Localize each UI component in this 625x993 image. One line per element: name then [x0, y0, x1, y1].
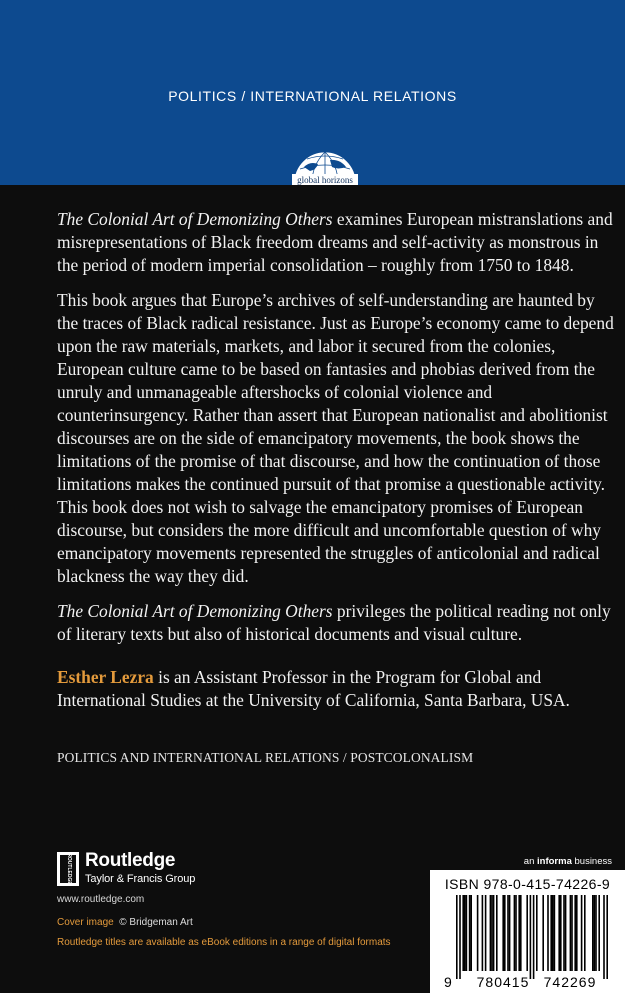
barcode-bar: [533, 895, 535, 979]
barcode-bar: [570, 895, 572, 971]
barcode-bar: [490, 895, 492, 971]
barcode-bar: [456, 895, 458, 979]
barcode-bar: [558, 895, 560, 971]
publisher-block: [57, 852, 417, 912]
barcode-bar: [514, 895, 516, 971]
credit-label: Cover image: [57, 917, 114, 928]
blurb-paragraph-1: The Colonial Art of Demonizing Others examines European mistranslations and misrepresentations of Black freedom dreams and self-activity as monstrous in the period of modern imperial consolidation – roughly from 1750 to 1848.: [57, 209, 613, 275]
publisher-name: Routledge: [85, 850, 176, 871]
barcode-bar: [571, 895, 573, 971]
subject-classification: POLITICS AND INTERNATIONAL RELATIONS / POSTCOLONALISM: [57, 750, 474, 765]
author-bio: Esther Lezra is an Assistant Professor in the Program for Global and International Studies at the University of California, Santa Barbara, USA.: [57, 667, 570, 710]
barcode-bar: [466, 895, 468, 971]
blurb-paragraph-3: The Colonial Art of Demonizing Others privileges the political reading not only of literary texts but also of historical documents and visual culture.: [57, 601, 611, 644]
svg-text:ROUTLEDGE: ROUTLEDGE: [66, 853, 72, 885]
book-title: The Colonial Art of Demonizing Others: [57, 209, 333, 229]
author-name: Esther Lezra: [57, 667, 154, 687]
barcode-bar: [485, 895, 487, 971]
barcode-bar: [504, 895, 506, 971]
barcode-bar: [576, 895, 578, 971]
barcode-bars: [456, 895, 608, 979]
barcode-first-digit: 9: [444, 974, 452, 990]
barcode-bar: [563, 895, 565, 971]
informa-tagline: an informa business: [523, 856, 612, 867]
publisher-url: www.routledge.com: [57, 894, 145, 905]
ebook-note: Routledge titles are available as eBook editions in a range of digital formats: [57, 937, 391, 948]
barcode-bar: [477, 895, 479, 971]
barcode-bar: [491, 895, 493, 971]
blurb: [57, 208, 617, 724]
barcode-bar: [560, 895, 562, 971]
publisher-group: Taylor & Francis Group: [85, 873, 196, 885]
barcode-bar: [595, 895, 597, 971]
barcode-bar: [518, 895, 520, 971]
barcode-bar: [507, 895, 509, 971]
book-title: The Colonial Art of Demonizing Others: [57, 601, 333, 621]
cover-image-credit: [57, 917, 193, 928]
barcode-box: [430, 870, 625, 993]
barcode-bar: [606, 895, 608, 979]
barcode-bar: [581, 895, 583, 971]
category-label: POLITICS / INTERNATIONAL RELATIONS: [168, 88, 457, 104]
barcode-bar: [550, 895, 552, 971]
global-horizons-logo: [290, 143, 360, 185]
barcode-bar: [482, 895, 484, 971]
barcode-bar: [464, 895, 466, 971]
series-logo-text: global horizons: [297, 175, 353, 185]
barcode-bar: [502, 895, 504, 971]
barcode-bar: [462, 895, 464, 971]
barcode-bar: [547, 895, 549, 971]
barcode-bar: [469, 895, 471, 971]
barcode-bar: [470, 895, 472, 971]
barcode-bar: [526, 895, 528, 971]
barcode-bar: [554, 895, 556, 971]
blurb-paragraph-2: This book argues that Europe’s archives of self-understanding are haunted by the traces of Black radical resistance. Just as Europe’s economy came to depend upon the raw materials, markets, and labor it secured from the colonies, European culture came to be based on fantasies and phobias derived from the unruly and unmanageable aftershocks of colonial violence and counterinsurgency. Rather than assert that European nationalist and abolitionist discourses are on the side of emancipatory movements, the book shows the limitations of the promise of that discourse, and how the continuation of those limitations makes the continued pursuit of that promise a questionable activity. This book does not wish to salvage the emancipatory promises of European discourse, but considers the more difficult and uncomfortable question of why emancipatory movements represented the struggles of anticolonial and radical blackness the way they did.: [57, 290, 614, 586]
barcode-left-digits: 780415: [476, 974, 530, 990]
isbn-label: ISBN 978-0-415-74226-9: [444, 876, 611, 892]
barcode-bar: [574, 895, 576, 971]
barcode-bar: [509, 895, 511, 971]
barcode: [440, 895, 620, 990]
credit-value: © Bridgeman Art: [119, 917, 193, 928]
barcode-bar: [520, 895, 522, 971]
barcode-bar: [530, 895, 532, 979]
barcode-bar: [536, 895, 538, 971]
barcode-bar: [552, 895, 554, 971]
barcode-right-digits: 742269: [543, 974, 597, 990]
barcode-bar: [542, 895, 544, 971]
barcode-bar: [584, 895, 586, 971]
barcode-bar: [592, 895, 594, 971]
barcode-bar: [496, 895, 498, 971]
barcode-bar: [594, 895, 596, 971]
barcode-bar: [493, 895, 495, 971]
barcode-bar: [603, 895, 605, 979]
barcode-bar: [459, 895, 461, 979]
routledge-mark-icon: [57, 852, 79, 886]
barcode-bar: [598, 895, 600, 971]
barcode-bar: [515, 895, 517, 971]
barcode-bar: [565, 895, 567, 971]
